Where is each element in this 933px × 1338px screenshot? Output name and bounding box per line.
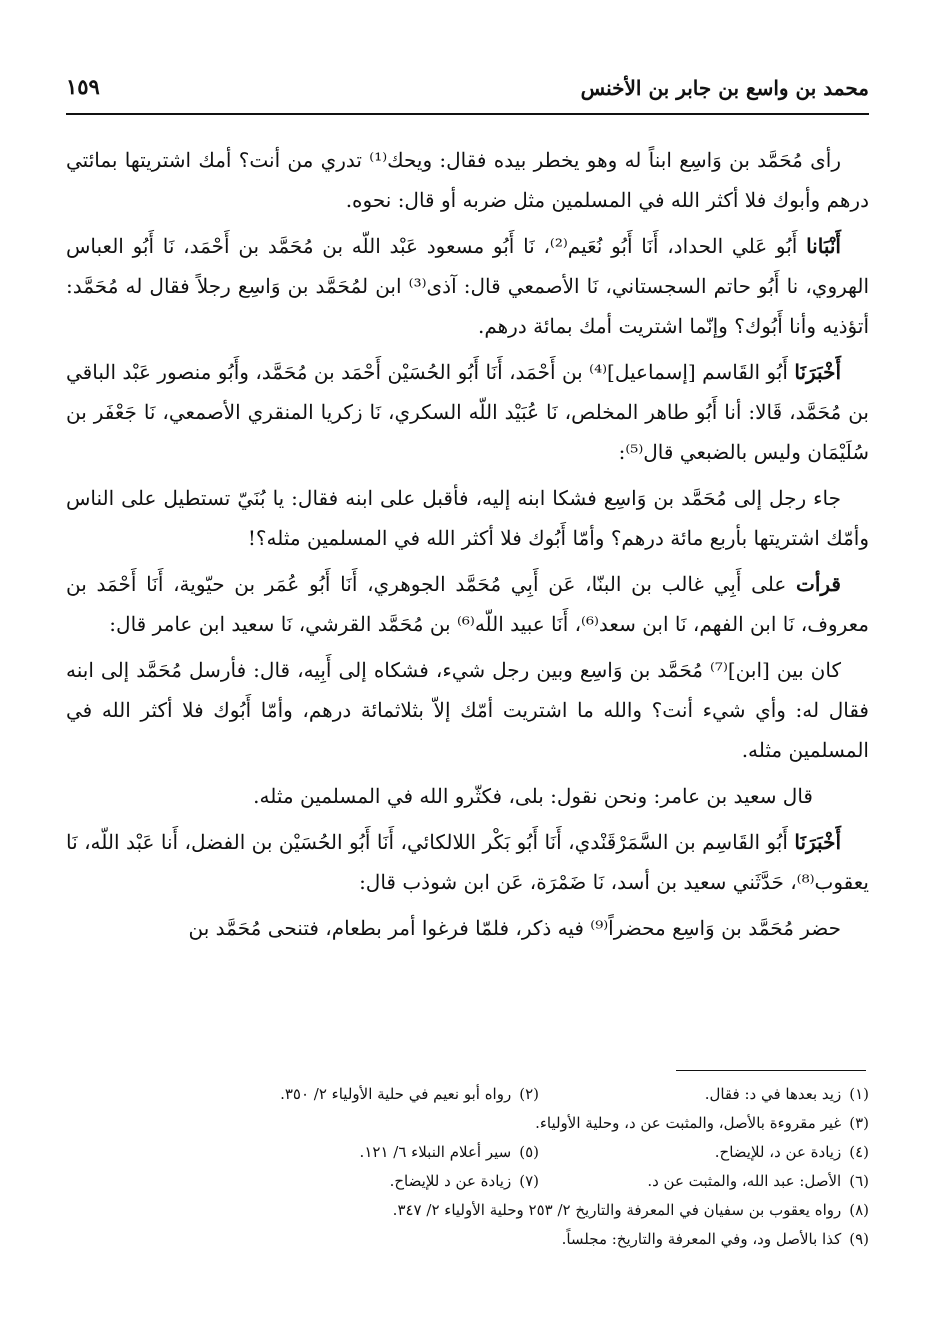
- footnote-7: [390, 1167, 539, 1196]
- paragraph-3: [66, 352, 869, 472]
- footnote-number: (٧): [519, 1172, 539, 1190]
- paragraph-6: [66, 650, 869, 770]
- footnote-text: الأصل: عبد الله، والمثبت عن د.: [647, 1172, 842, 1190]
- footnote-text: رواه يعقوب بن سفيان في المعرفة والتاريخ ٢/ ٢٥٣ وحلية الأولياء ٢/ ٣٤٧.: [392, 1201, 842, 1219]
- footnote-row: [66, 1167, 869, 1196]
- paragraph-lead: قرأت: [796, 572, 841, 596]
- footnote-row: [66, 1109, 869, 1138]
- header-divider: [66, 113, 869, 115]
- footnote-8: [393, 1196, 869, 1225]
- footnote-number: (٩): [849, 1230, 869, 1248]
- paragraph-8: [66, 822, 869, 902]
- footnote-text: رواه أبو نعيم في حلية الأولياء ٢/ ٣٥٠.: [280, 1085, 512, 1103]
- running-title: محمد بن واسع بن جابر بن الأخنس: [580, 76, 869, 100]
- paragraph-text: قال سعيد بن عامر: ونحن نقول: بلى، فكثّرو الله في المسلمين مثله.: [253, 784, 813, 808]
- page-header: [66, 64, 869, 104]
- footnote-number: (٦): [849, 1172, 869, 1190]
- footnotes: [66, 1080, 869, 1254]
- footnote-text: كذا بالأصل ود، وفي المعرفة والتاريخ: مجلساً.: [561, 1230, 842, 1248]
- footnote-divider: [676, 1070, 866, 1071]
- footnote-5: [360, 1138, 539, 1167]
- paragraph-2: [66, 226, 869, 346]
- paragraph-lead: أَخْبَرَنَا: [794, 830, 841, 854]
- footnote-number: (٨): [849, 1201, 869, 1219]
- page-number: ١٥٩: [66, 74, 100, 99]
- footnote-number: (٣): [849, 1114, 869, 1132]
- paragraph-7: [66, 776, 869, 816]
- paragraph-text: أَبُو القَاسم [إسماعيل]⁽⁴⁾ بن أَحْمَد، أَنَا أَبُو الحُسَيْن أَحْمَد بن مُحَمَّد، وأَبُو منصور عَبْد الباقي بن مُحَمَّد، قَالا: أنا أَبُو طاهر المخلص، نَا عُبَيْد اللّه السكري، نَا زكريا المنقري الأصمعي، نَا جَعْفَر بن سُلَيْمَان وليس بالضبعي قال⁽⁵⁾:: [66, 360, 869, 464]
- footnote-text: زيادة عن د للإيضاح.: [389, 1172, 512, 1190]
- footnote-text: زيد بعدها في د: فقال.: [704, 1085, 842, 1103]
- footnote-number: (٥): [519, 1143, 539, 1161]
- footnote-3: [535, 1109, 869, 1138]
- paragraph-text: على أَبِي غالب بن البنّا، عَن أَبِي مُحَمَّد الجوهري، أَنَا أَبُو عُمَر بن حيّوية، أَنَا أَحْمَد بن معروف، نَا ابن الفهم، نَا ابن سعد⁽⁶⁾، أَنَا عبيد اللّه⁽⁶⁾ بن مُحَمَّد القرشي، نَا سعيد ابن عامر قال:: [66, 572, 869, 636]
- paragraph-text: جاء رجل إلى مُحَمَّد بن وَاسِع فشكا ابنه إليه، فأقبل على ابنه فقال: يا بُنَيّ تستطيل على الناس وأمّك اشتريتها بأربع مائة درهم؟ وأمّا أَبُوك فلا أكثر الله في المسلمين مثله؟!: [66, 486, 869, 550]
- footnote-2: [280, 1080, 539, 1109]
- footnote-number: (١): [849, 1085, 869, 1103]
- paragraph-lead: أَخْبَرَنَا: [794, 360, 842, 384]
- paragraph-text: كان بين [ابن]⁽⁷⁾ مُحَمَّد بن وَاسِع وبين رجل شيء، فشكاه إلى أَبِيه، قال: فأرسل مُحَمَّد إلى ابنه فقال له: وأي شيء أنت؟ والله ما اشتريت أمّك إلاّ بثلاثمائة درهم، وأمّا أَبُوك فلا أكثر الله في المسلمين مثله.: [66, 658, 869, 762]
- footnote-number: (٢): [519, 1085, 539, 1103]
- footnote-text: زيادة عن د، للإيضاح.: [714, 1143, 842, 1161]
- footnote-row: [66, 1225, 869, 1254]
- footnote-4: [539, 1138, 869, 1167]
- paragraph-1: [66, 140, 869, 220]
- paragraph-text: رأى مُحَمَّد بن وَاسِع ابناً له وهو يخطر بيده فقال: ويحك⁽¹⁾ تدري من أنت؟ أمك اشتريتها بمائتي درهم وأبوك فلا أكثر الله في المسلمين مثل ضربه أو قال: نحوه.: [66, 148, 869, 212]
- footnote-row: [66, 1196, 869, 1225]
- footnote-number: (٤): [849, 1143, 869, 1161]
- paragraph-9: [66, 908, 869, 948]
- footnote-row: [66, 1138, 869, 1167]
- paragraph-4: [66, 478, 869, 558]
- footnote-row: [66, 1080, 869, 1109]
- paragraph-text: أَبُو عَلي الحداد، أَنَا أَبُو نُعَيم⁽²⁾، نَا أَبُو مسعود عَبْد اللّه بن مُحَمَّد بن أَحْمَد، نَا أَبُو العباس الهروي، نا أَبُو حاتم السجستاني، نَا الأصمعي قال: آذى⁽³⁾ ابن لمُحَمَّد بن وَاسِع رجلاً فقال له مُحَمَّد: أتؤذيه وأنا أَبُوك؟ وإنّما اشتريت أمك بمائة درهم.: [66, 234, 870, 338]
- footnote-9: [562, 1225, 869, 1254]
- footnote-text: سير أعلام النبلاء ٦/ ١٢١.: [359, 1143, 512, 1161]
- paragraph-5: [66, 564, 869, 644]
- paragraph-text: حضر مُحَمَّد بن وَاسِع محضراً⁽⁹⁾ فيه ذكر، فلمّا فرغوا أمر بطعام، فتنحى مُحَمَّد بن: [188, 916, 841, 940]
- paragraph-text: أَبُو القَاسِم بن السَّمَرْقَنْدي، أَنَا أَبُو بَكْر اللالكائي، أَنَا أَبُو الحُسَيْن بن الفضل، أَنا عَبْد اللّه، نَا يعقوب⁽⁸⁾، حَدَّثَني سعيد بن أسد، نَا ضَمْرَة، عَن ابن شوذب قال:: [66, 830, 869, 894]
- footnote-text: غير مقروءة بالأصل، والمثبت عن د، وحلية الأولياء.: [535, 1114, 842, 1132]
- footnote-1: [539, 1080, 869, 1109]
- main-text: [66, 140, 869, 954]
- paragraph-lead: أَنْبَانا: [806, 234, 841, 258]
- footnote-6: [539, 1167, 869, 1196]
